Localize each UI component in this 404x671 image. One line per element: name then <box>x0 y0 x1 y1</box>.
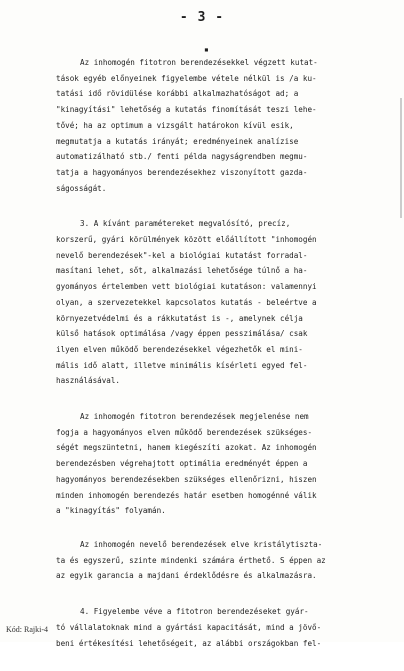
text-line: berendezésben végrehajtott optimália eredményét éppen a <box>56 459 308 469</box>
text-line: masítani lehet, sőt, alkalmazási lehetősége túlnő a ha- <box>56 266 308 276</box>
text-line: fogja a hagyományos elven működő berendezések szükséges- <box>56 427 313 437</box>
text-line: hagyományos berendezésekben szükséges ellenőrizni, hiszen <box>56 474 317 484</box>
text-line: Az inhomogén fitotron berendezések megjelenése nem <box>80 412 309 422</box>
paragraph <box>56 604 382 651</box>
text-line: "kinagyítási" lehetőség a kutatás finomítását teszi lehe- <box>56 105 317 115</box>
text-line: tővé; ha az optimum a vizsgált határokon kívül esik, <box>56 120 294 130</box>
page-number: - 3 - <box>179 10 225 25</box>
paragraph <box>56 216 382 389</box>
document-code-footer: Kód: Rajki-4 <box>6 625 48 634</box>
paragraph <box>56 55 382 196</box>
text-line: Az inhomogén fitotron berendezésekkel végzett kutat- <box>80 58 318 67</box>
paragraph <box>56 537 382 584</box>
text-line: gyományos értelemben vett biológiai kutatáson: valamennyi <box>56 282 317 292</box>
text-line: Az inhomogén nevelő berendezések elve kristálytiszta- <box>80 539 323 549</box>
text-line: megmutatja a kutatás irányát; eredményeinek analízise <box>56 136 299 146</box>
text-line: automatizálható stb./ fenti példa nagyságrendben megmu- <box>56 152 308 162</box>
text-line: ta és egyszerű, szinte mindenki számára érthető. S éppen az <box>56 555 326 565</box>
text-line: korszerű, gyári körülmények között előállított "inhomogén <box>56 235 317 245</box>
text-line: mális idő alatt, illetve minimális kísérleti egyed fel- <box>56 360 308 370</box>
text-line: ilyen elven működő berendezésekkel végezhetők el mini- <box>56 344 303 354</box>
text-line: környezetvédelmi és a rákkutatást is -, amelynek célja <box>56 313 303 323</box>
text-line: tatja a hagyományos berendezésekhez viszonyított gazda- <box>56 167 308 177</box>
page-edge-shadow <box>400 98 402 218</box>
text-line: ségét megszüntetni, hanem kiegészíti azokat. Az inhomogén <box>56 443 317 453</box>
text-line: tások egyéb előnyeinek figyelembe vétele nélkül is /a ku- <box>56 73 317 83</box>
document-body <box>56 55 382 671</box>
text-line: minden inhomogén berendezés határ esetben homogénné válik <box>56 490 317 500</box>
text-line: használásával. <box>56 376 121 386</box>
text-line: beni értékesítési lehetőségeit, az alábbi országokban fel- <box>56 638 322 648</box>
text-line: külső hatások optimálása /vagy éppen pesszimálása/ csak <box>56 329 308 339</box>
text-line: a "kinagyítás" folyamán. <box>56 506 166 516</box>
text-line: ságosságát. <box>56 183 107 193</box>
text-line: nevelő berendezések"-kel a biológiai kutatást forradal- <box>56 250 308 260</box>
text-line: olyan, a szervezetekkel kapcsolatos kutatás - beleértve a <box>56 297 317 307</box>
text-line: tó vállalatoknak mind a gyártási kapacitását, mind a jövő- <box>56 622 322 632</box>
stray-mark: ▪ <box>204 45 209 54</box>
text-line: tatási idő rövidülése korábbi alkalmazhatóságot ad; a <box>56 89 299 99</box>
text-line: az egyik garancia a majdani érdeklődésre és alkalmazásra. <box>56 571 317 581</box>
text-line: 3. A kívánt paramétereket megvalósító, precíz, <box>80 219 291 229</box>
text-line: 4. Figyelembe véve a fitotron berendezéseket gyár- <box>80 607 309 617</box>
paragraph <box>56 409 382 519</box>
